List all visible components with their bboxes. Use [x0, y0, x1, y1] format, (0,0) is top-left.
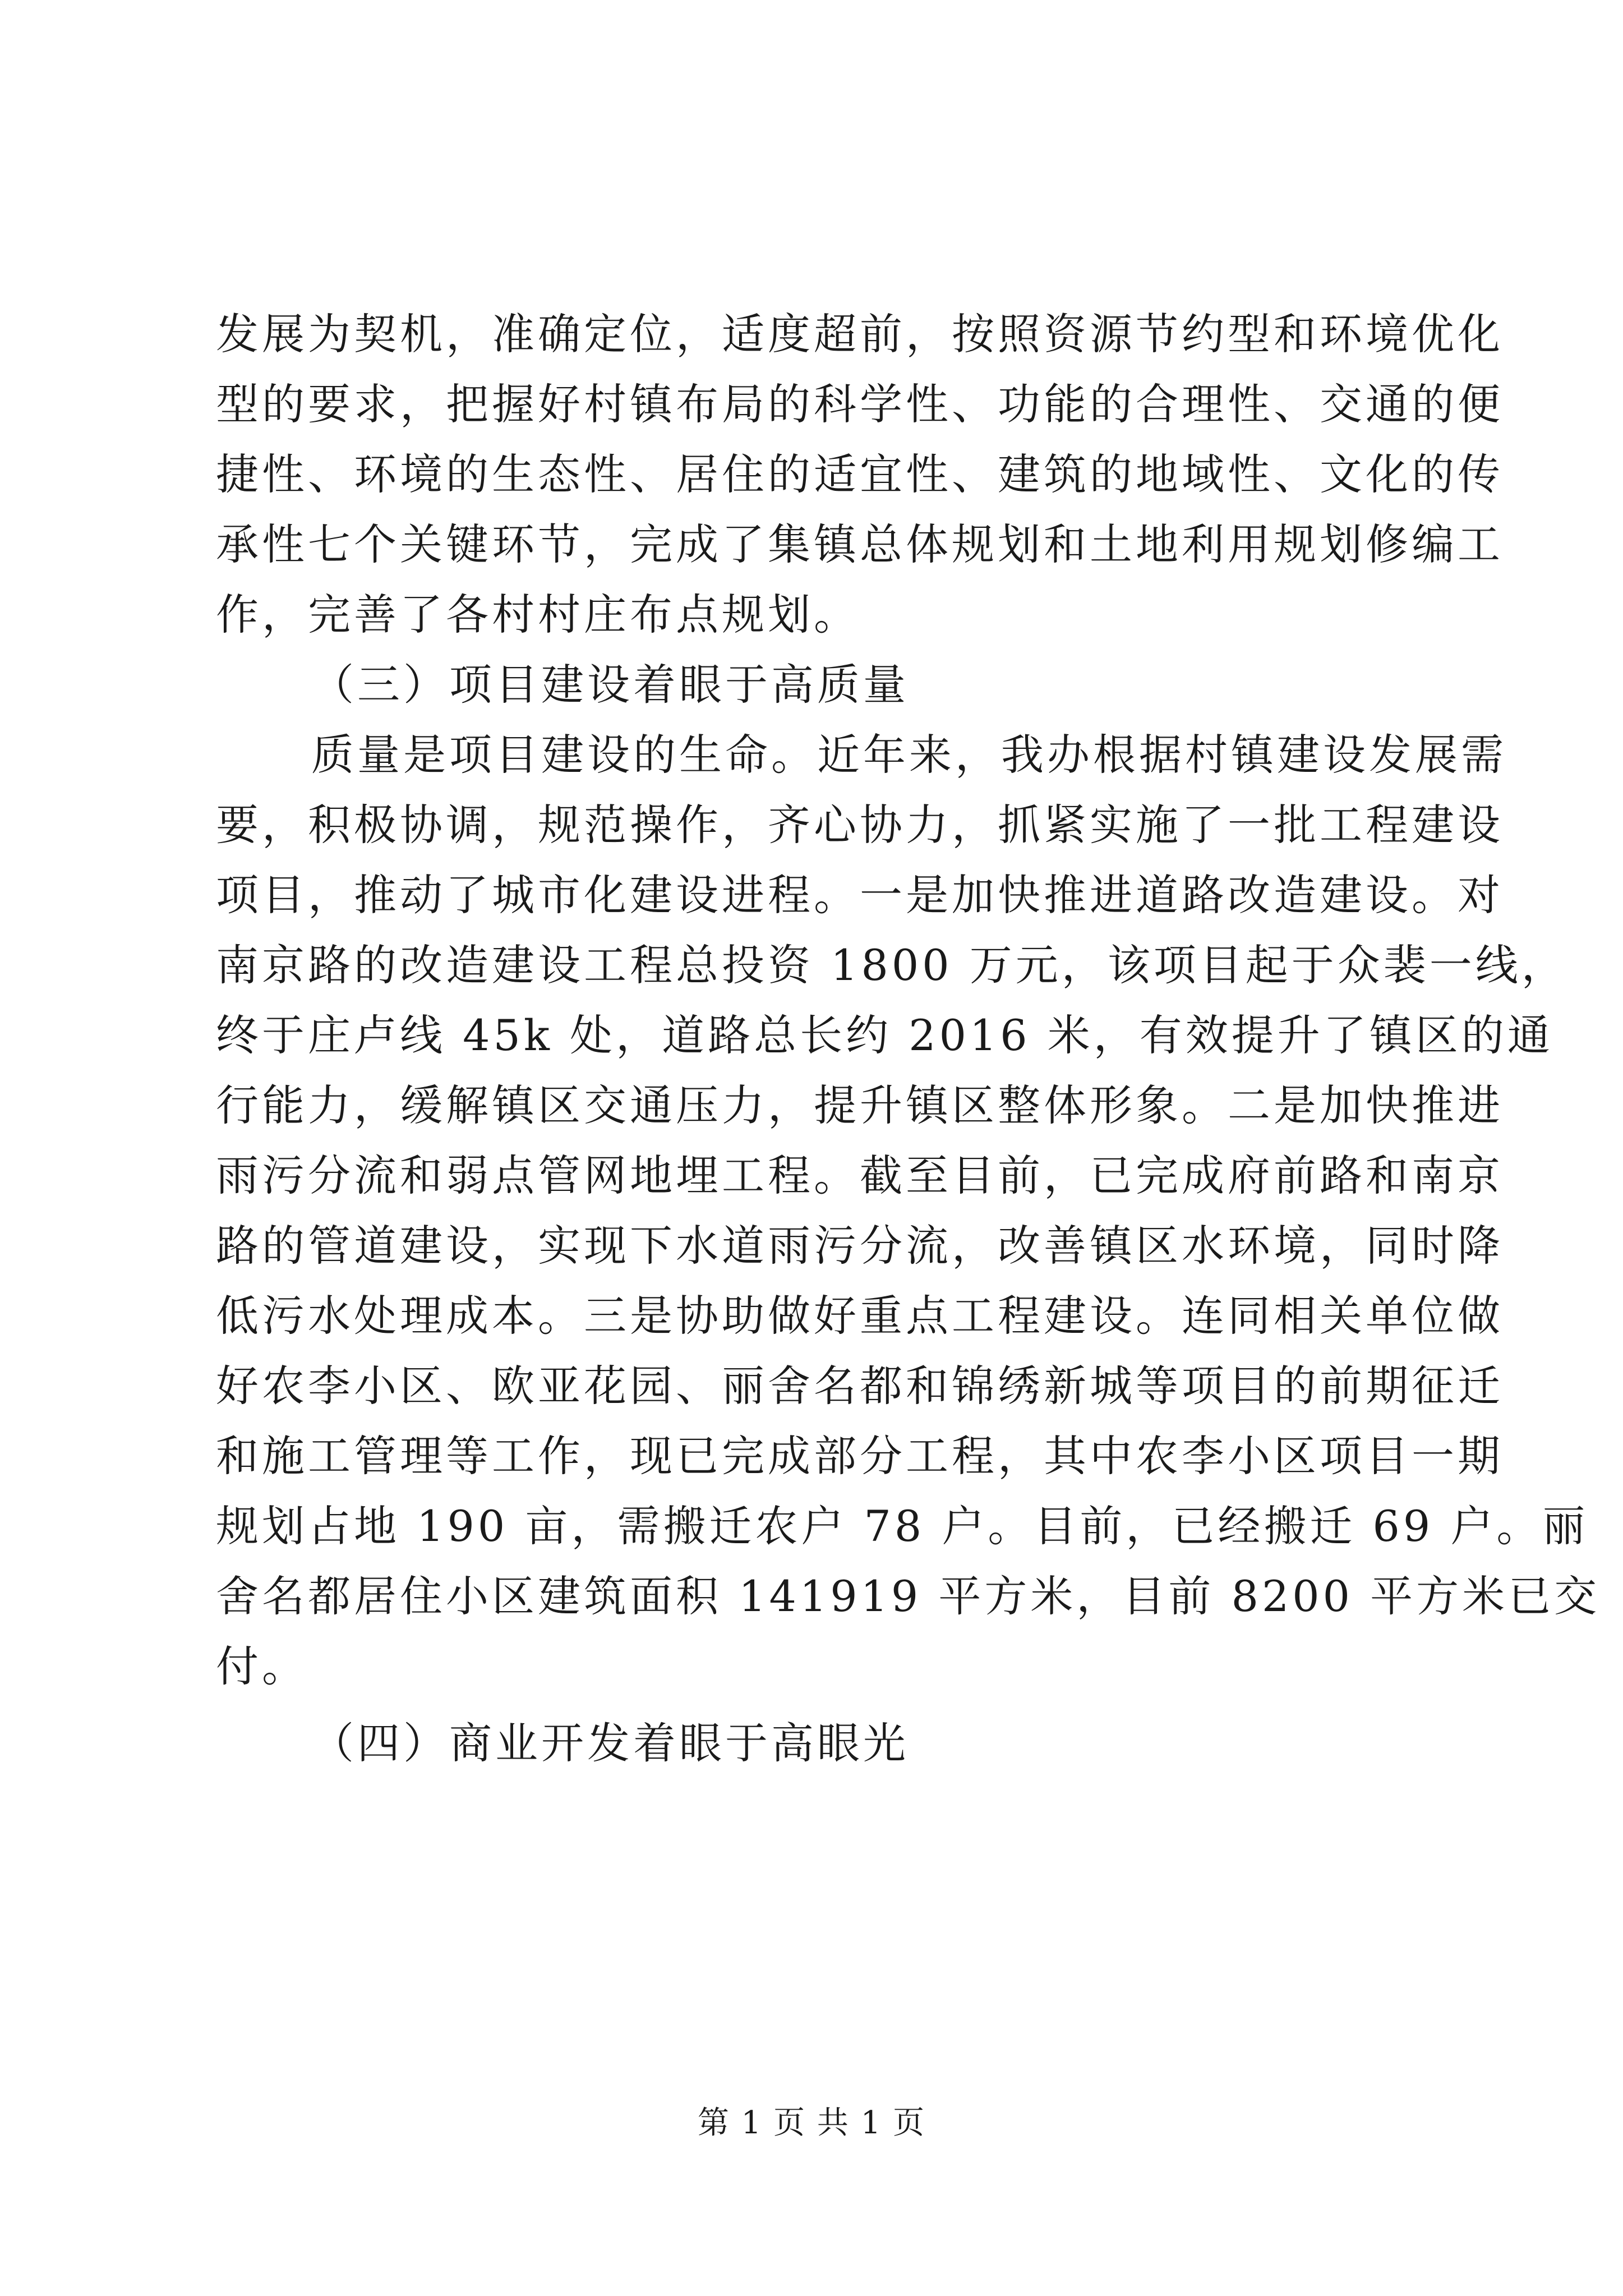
paragraph-line: 好农李小区、欧亚花园、丽舍名都和锦绣新城等项目的前期征迁: [216, 1361, 1504, 1411]
paragraph-line: 型的要求，把握好村镇布局的科学性、功能的合理性、交通的便: [216, 379, 1504, 429]
paragraph-line: 承性七个关键环节，完成了集镇总体规划和土地利用规划修编工: [216, 519, 1504, 569]
paragraph-line: 路的管道建设，实现下水道雨污分流，改善镇区水环境，同时降: [216, 1221, 1504, 1271]
paragraph-line: 付。: [216, 1641, 308, 1691]
paragraph-line: 舍名都居住小区建筑面积 141919 平方米，目前 8200 平方米已交: [216, 1571, 1601, 1621]
paragraph-line: 行能力，缓解镇区交通压力，提升镇区整体形象。二是加快推进: [216, 1080, 1504, 1130]
page-footer: 第 1 页 共 1 页: [697, 2105, 926, 2141]
paragraph-line: 项目，推动了城市化建设进程。一是加快推进道路改造建设。对: [216, 870, 1504, 920]
paragraph-line: 规划占地 190 亩，需搬迁农户 78 户。目前，已经搬迁 69 户。丽: [216, 1501, 1589, 1551]
section-heading: （三）项目建设着眼于高质量: [311, 660, 909, 710]
section-heading: （四）商业开发着眼于高眼光: [311, 1718, 909, 1768]
paragraph-line: 低污水处理成本。三是协助做好重点工程建设。连同相关单位做: [216, 1291, 1504, 1341]
paragraph-line: 作，完善了各村村庄布点规划。: [216, 590, 860, 639]
paragraph-line: 要，积极协调，规范操作，齐心协力，抓紧实施了一批工程建设: [216, 800, 1504, 850]
paragraph-line: 和施工管理等工作，现已完成部分工程，其中农李小区项目一期: [216, 1431, 1504, 1481]
paragraph-line: 雨污分流和弱点管网地埋工程。截至目前，已完成府前路和南京: [216, 1151, 1504, 1200]
paragraph-line: 捷性、环境的生态性、居住的适宜性、建筑的地域性、文化的传: [216, 449, 1504, 499]
document-body: [216, 299, 1601, 1778]
paragraph: [216, 720, 1601, 1701]
paragraph-line: 发展为契机，准确定位，适度超前，按照资源节约型和环境优化: [216, 309, 1504, 359]
paragraph-line: 终于庄卢线 45k 处，道路总长约 2016 米，有效提升了镇区的通: [216, 1010, 1553, 1060]
paragraph-line: 南京路的改造建设工程总投资 1800 万元，该项目起于众裴一线，: [216, 940, 1567, 990]
paragraph: [216, 299, 1504, 650]
paragraph-line: 质量是项目建设的生命。近年来，我办根据村镇建设发展需: [311, 730, 1507, 780]
